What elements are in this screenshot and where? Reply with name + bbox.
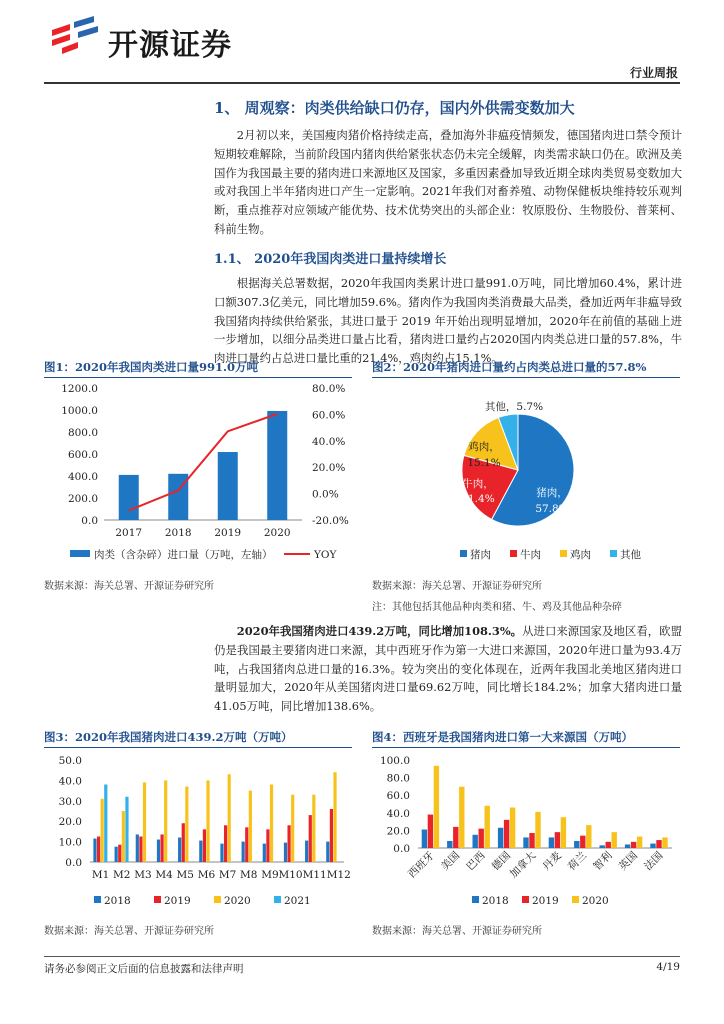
fig4-bar-2019 [656,840,661,848]
fig3-x-tick-label: M4 [155,869,173,881]
fig3-bar-2018 [326,842,329,862]
fig1-right-tick-label: 80.0% [312,383,346,395]
fig1-legend-line-label: YOY [314,549,337,561]
fig4-bar-2020 [637,837,642,848]
fig3-y-tick-label: 40.0 [58,775,82,788]
fig3-bar-2020 [206,780,209,862]
fig4-bar-2018 [600,845,605,848]
fig2-title-rule [372,377,680,378]
fig1-x-tick-label: 2019 [214,527,242,539]
fig4-bar-2018 [473,835,478,848]
fig2-source: 数据来源：海关总署、开源证券研究所 [372,581,542,592]
fig3-bar-2021 [104,784,107,862]
fig3-legend-label: 2018 [104,895,131,907]
fig4-legend-label: 2019 [532,895,559,907]
fig3-bar-2018 [93,839,96,862]
fig4-y-tick-label: 0.0 [393,843,410,855]
fig1-left-tick-label: 200.0 [67,493,98,505]
fig1-chart [44,380,354,570]
fig4-legend-label: 2018 [482,895,509,907]
fig2-legend-label: 牛肉 [520,549,541,561]
footer-divider [44,956,680,957]
fig4-x-tick-label: 荷兰 [565,849,590,873]
fig4-title-rule [372,747,680,748]
fig3-bar-2020 [270,784,273,862]
fig1-yoy-line [129,414,278,511]
fig3-y-tick-label: 30.0 [58,795,82,808]
page-number: 4/19 [656,961,680,973]
fig2-legend-swatch [460,550,467,557]
fig1-left-tick-label: 1000.0 [61,405,98,417]
fig4-y-tick-label: 60.0 [386,790,410,803]
fig4-bar-2019 [580,836,585,848]
fig3-legend-swatch [154,896,161,903]
subsection-title: 1.1、 2020年我国肉类进口量持续增长 [214,252,447,267]
pork-import-paragraph [214,622,682,716]
fig1-left-tick-label: 400.0 [67,471,98,483]
fig3-bar-2020 [249,791,252,862]
fig3-bar-2019 [245,827,248,862]
fig4-x-tick-label: 法国 [642,849,666,873]
fig2-title: 图2：2020年猪肉进口量约占肉类总进口量的57.8% [372,360,647,374]
fig1-right-tick-label: 20.0% [312,462,346,475]
fig3-y-tick-label: 10.0 [58,836,82,849]
fig3-y-tick-label: 20.0 [58,816,82,829]
fig2-legend-swatch [560,550,567,557]
fig3-legend-swatch [274,896,281,903]
fig3-x-tick-label: M10M11M12 [278,869,351,881]
fig1-right-tick-label: 0.0% [312,488,339,501]
fig3-bar-2020 [101,799,104,862]
fig4-bar-2020 [510,808,515,848]
fig3-title-rule [44,747,352,748]
fig4-bar-2019 [504,820,509,848]
fig4-bar-2018 [549,837,554,848]
fig3-bar-2020 [122,811,125,862]
fig3-bar-2020 [228,774,231,862]
fig4-bar-2018 [625,844,630,848]
fig4-x-tick-label: 德国 [489,849,514,873]
fig4-bar-2019 [606,842,611,848]
fig3-x-tick-label: M5 [176,869,194,881]
fig4-bar-2020 [612,832,617,848]
fig1-right-tick-label: 40.0% [312,435,346,448]
fig3-legend-label: 2021 [284,895,311,907]
fig3-bar-2019 [139,837,142,863]
fig4-source: 数据来源：海关总署、开源证券研究所 [372,926,542,937]
fig3-bar-2019 [309,815,312,862]
fig3-bar-2019 [118,845,121,862]
fig2-legend-label: 猪肉 [470,549,491,561]
fig3-bar-2019 [266,829,269,862]
fig2-chart [372,380,682,570]
fig1-right-tick-label: 60.0% [312,409,346,422]
fig1-x-tick-label: 2020 [263,527,291,539]
fig3-bar-2018 [242,842,245,862]
fig4-bar-2020 [662,837,667,848]
fig3-legend-label: 2020 [224,895,251,907]
fig1-bar [119,475,139,520]
fig4-bar-2018 [422,830,427,848]
fig3-bar-2018 [157,840,160,862]
fig3-x-tick-label: M6 [197,869,216,881]
fig4-bar-2020 [434,766,439,848]
fig4-x-tick-label: 巴西 [464,849,488,873]
fig3-bar-2018 [199,841,202,862]
fig3-bar-2019 [160,834,163,862]
fig4-chart [372,752,682,912]
fig1-left-tick-label: 800.0 [67,427,98,439]
fig1-left-tick-label: 0.0 [81,515,98,527]
fig3-bar-2018 [220,844,223,862]
fig4-x-tick-label: 美国 [438,849,463,873]
fig3-bar-2019 [224,825,227,862]
fig4-x-tick-label: 英国 [616,849,641,873]
fig3-bar-2021 [125,797,128,862]
fig3-bar-2018 [305,841,308,862]
fig3-y-tick-label: 0.0 [65,857,82,869]
fig2-label-chicken-name: 鸡肉， [468,441,500,453]
fig2-label-other: 其他，5.7% [484,401,544,413]
fig1-legend-bar-label: 肉类（含杂碎）进口量（万吨，左轴） [94,549,273,561]
pork-import-highlight: 2020年我国猪肉进口439.2万吨，同比增加108.3%。 [236,624,523,638]
fig3-bar-2020 [185,787,188,862]
fig3-bar-2020 [143,782,146,862]
fig3-x-tick-label: M9 [261,869,279,881]
fig3-legend-swatch [214,896,221,903]
fig3-legend-label: 2019 [164,895,191,907]
fig4-y-tick-label: 80.0 [386,772,410,785]
fig4-bar-2018 [447,841,452,848]
fig3-bar-2020 [312,795,315,862]
fig3-bar-2018 [263,844,266,862]
fig4-x-tick-label: 加拿大 [507,849,539,881]
fig4-bar-2019 [631,842,636,848]
fig3-x-tick-label: M8 [240,869,258,881]
fig3-bar-2019 [287,825,290,862]
fig2-note: 注：其他包括其他品种肉类和猪、牛、鸡及其他品种杂碎 [372,602,622,613]
fig3-source: 数据来源：海关总署、开源证券研究所 [44,926,214,937]
fig1-right-tick-label: -20.0% [312,515,349,527]
fig4-bar-2020 [535,812,540,848]
fig3-x-tick-label: M2 [113,869,131,881]
fig4-x-tick-label: 西班牙 [406,849,437,881]
fig1-legend-bar-swatch [70,550,90,557]
fig4-bar-2020 [561,817,566,848]
fig3-bar-2019 [182,823,185,862]
fig3-bar-2020 [164,780,167,862]
fig2-label-beef-value: 21.4% [461,493,495,505]
header-divider [44,82,680,84]
brand-name: 开源证券 [108,28,232,63]
fig3-bar-2019 [330,809,333,862]
fig3-title: 图3：2020年我国猪肉进口439.2万吨（万吨） [44,730,293,744]
fig1-bar [218,452,238,520]
fig2-legend-swatch [510,550,517,557]
fig3-chart [44,752,354,912]
brand-logo [48,16,278,64]
fig3-bar-2018 [178,838,181,862]
fig4-legend-label: 2020 [582,895,609,907]
fig3-x-tick-label: M7 [218,869,237,881]
fig1-title-rule [44,377,352,378]
logo-mark-icon [48,16,104,60]
pork-import-detail: 从进口来源国家及地区看，欧盟仍是我国最主要猪肉进口来源，其中西班牙作为第一大进口来源国，2020年进口量为93.4万吨，占我国猪肉总进口量的16.3%。较为突出的变化体现在，近两年我国北美地区猪肉进口量明显加大，2020年从美国猪肉进口量69.62万吨，同比增长184.2%；加拿大猪肉进口量41.05万吨，同比增加138.6%。 [214,624,682,714]
fig4-y-tick-label: 20.0 [386,825,410,838]
fig3-bar-2018 [136,834,139,862]
fig3-bar-2018 [115,847,118,862]
fig3-bar-2018 [284,843,287,862]
subsection-paragraph: 根据海关总署数据，2020年我国肉类累计进口量991.0万吨，同比增加60.4%，累计进口额307.3亿美元，同比增加59.6%。猪肉作为我国肉类消费最大品类，叠加近两年非瘟导致我国猪肉持续供给紧张，其进口量于 2019 年开始出现明显增加，2020年在前值的基础上进一步增加，以细分品类进口量占比看，猪肉进口量约占2020国内肉类总进口量的57.8%，牛肉进口量约占总进口量比重的21.4%，鸡肉约占15.1%。 [214,276,682,366]
fig1-left-tick-label: 600.0 [67,449,98,461]
fig1-left-tick-label: 1200.0 [61,383,98,395]
fig4-bar-2019 [555,832,560,848]
fig1-x-tick-label: 2017 [115,527,143,539]
fig4-bar-2018 [498,828,503,848]
fig2-legend-label: 其他 [620,549,641,561]
fig4-title: 图4：西班牙是我国猪肉进口第一大来源国（万吨） [372,730,633,744]
fig4-x-tick-label: 丹麦 [540,849,564,873]
fig4-legend-swatch [472,896,479,903]
fig3-legend-swatch [94,896,101,903]
fig2-label-pork-value: 57.8% [535,503,569,515]
footer-disclaimer: 请务必参阅正文后面的信息披露和法律声明 [44,963,244,975]
fig4-bar-2019 [479,829,484,848]
fig3-bar-2019 [203,829,206,862]
fig4-x-tick-label: 智利 [591,849,615,873]
fig4-bar-2019 [453,827,458,848]
fig1-x-tick-label: 2018 [164,527,192,539]
report-type-tag: 行业周报 [629,66,678,80]
fig4-bar-2018 [574,841,579,848]
fig4-legend-swatch [572,896,579,903]
section-intro-paragraph: 2月初以来，美国瘦肉猪价格持续走高，叠加海外非瘟疫情频发，德国猪肉进口禁令预计短期较难解除，当前阶段国内猪肉供给紧张状态仍未完全缓解，肉类需求缺口仍在。欧洲及美国作为我国最主要的猪肉进口来源地区及国家，多重因素叠加导致近期全球肉类贸易变数加大或对我国上半年猪肉进口产生一定影响。2021年我们对畜养殖、动物保健板块维持较乐观判断，重点推荐对应领域产能优势、技术优势突出的头部企业：牧原股份、生物股份、普莱柯、科前生物。 [214,128,682,236]
fig4-legend-swatch [522,896,529,903]
fig4-bar-2020 [485,806,490,848]
fig3-x-tick-label: M3 [134,869,152,881]
fig3-bar-2020 [333,772,336,862]
fig4-y-tick-label: 100.0 [379,755,410,767]
fig3-y-tick-label: 50.0 [58,755,82,767]
fig4-bar-2020 [459,787,464,848]
fig4-bar-2019 [529,833,534,848]
fig1-title: 图1：2020年我国肉类进口量991.0万吨 [44,360,259,374]
fig4-y-tick-label: 40.0 [386,807,410,820]
fig4-bar-2020 [586,825,591,848]
fig4-bar-2019 [428,815,433,848]
fig2-legend-swatch [610,550,617,557]
fig3-x-tick-label: M1 [91,869,110,881]
fig2-legend-label: 鸡肉 [570,549,591,561]
fig2-label-beef-name: 牛肉， [462,478,494,490]
fig3-bar-2019 [97,837,100,863]
fig2-label-chicken-value: 15.1% [467,457,501,469]
fig1-bar [267,411,287,520]
fig4-bar-2018 [650,844,655,848]
fig2-label-pork-name: 猪肉， [536,487,568,499]
fig3-bar-2020 [291,795,294,862]
section-title: 1、 周观察：肉类供给缺口仍存，国内外供需变数加大 [214,99,575,117]
fig4-bar-2018 [523,837,528,848]
fig1-source: 数据来源：海关总署、开源证券研究所 [44,581,214,592]
